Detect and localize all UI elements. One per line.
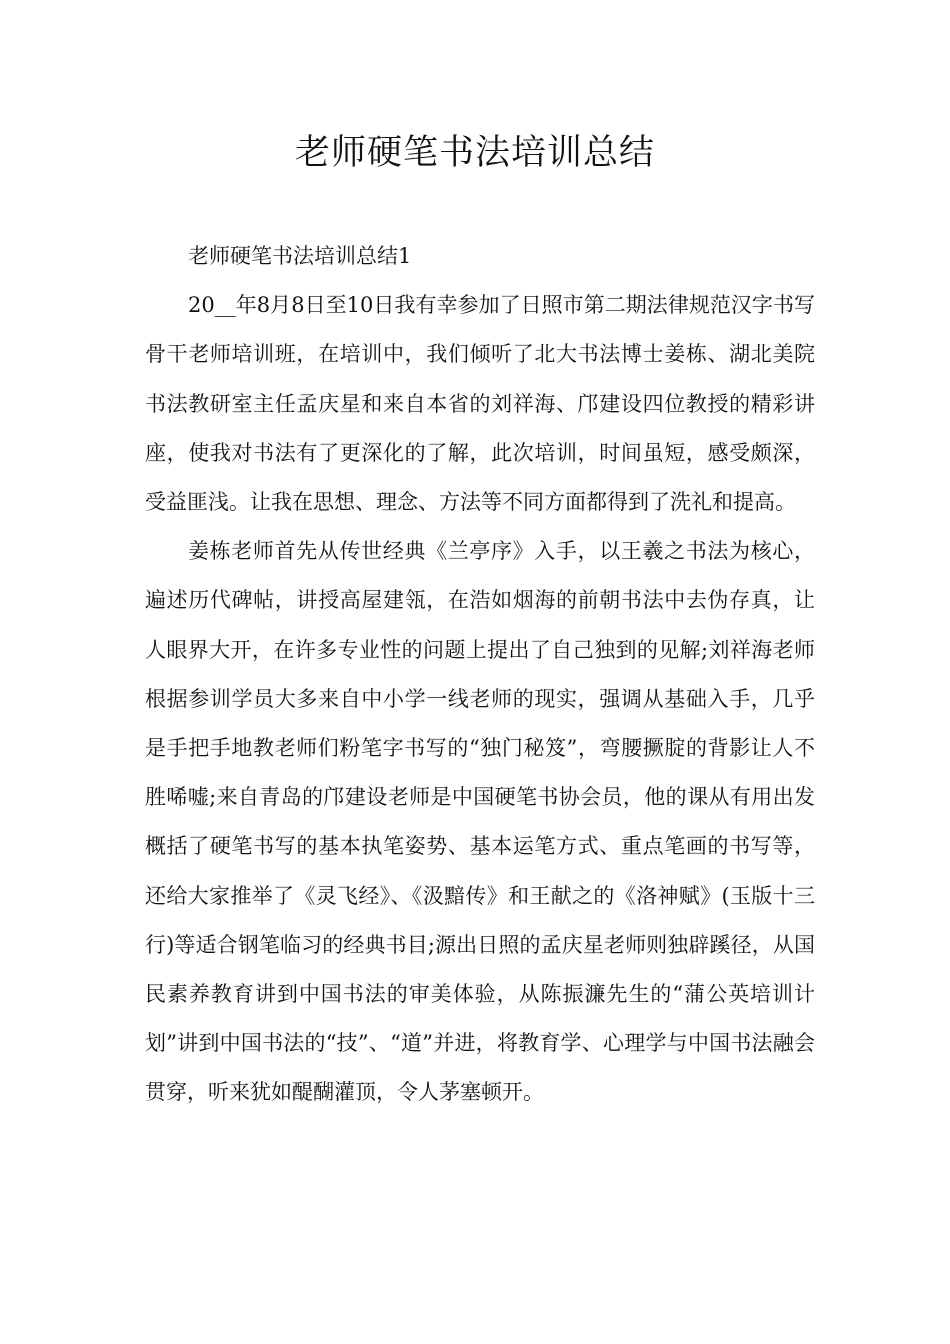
paragraph-1: 20__年8月8日至10日我有幸参加了日照市第二期法律规范汉字书写骨干老师培训班，在培训中，我们倾听了北大书法博士姜栋、湖北美院书法教研室主任孟庆星和来自本省的刘祥海、邝建设四位教授的精彩讲座，使我对书法有了更深化的了解，此次培训，时间虽短，感受颇深，受益匪浅。让我在思想、理念、方法等不同方面都得到了洗礼和提高。 — [145, 293, 815, 515]
document-title: 老师硬笔书法培训总结 — [294, 133, 655, 173]
paragraph-2: 姜栋老师首先从传世经典《兰亭序》入手，以王羲之书法为核心，遍述历代碑帖，讲授高屋建瓴，在浩如烟海的前朝书法中去伪存真，让人眼界大开，在许多专业性的问题上提出了自己独到的见解;刘祥海老师根据参训学员大多来自中小学一线老师的现实，强调从基础入手，几乎是手把手地教老师们粉笔字书写的“独门秘笈”，弯腰撅腚的背影让人不胜唏嘘;来自青岛的邝建设老师是中国硬笔书协会员，他的课从有用出发概括了硬笔书写的基本执笔姿势、基本运笔方式、重点笔画的书写等，还给大家推举了《灵飞经》、《汲黯传》和王献之的《洛神赋》(玉版十三行)等适合钢笔临习的经典书目;源出日照的孟庆星老师则独辟蹊径，从国民素养教育讲到中国书法的审美体验，从陈振濂先生的“蒲公英培训计划”讲到中国书法的“技”、“道”并进，将教育学、心理学与中国书法融会贯穿，听来犹如醍醐灌顶，令人茅塞顿开。 — [145, 539, 815, 1105]
document-body — [145, 232, 815, 1118]
section-heading: 老师硬笔书法培训总结1 — [188, 244, 412, 268]
